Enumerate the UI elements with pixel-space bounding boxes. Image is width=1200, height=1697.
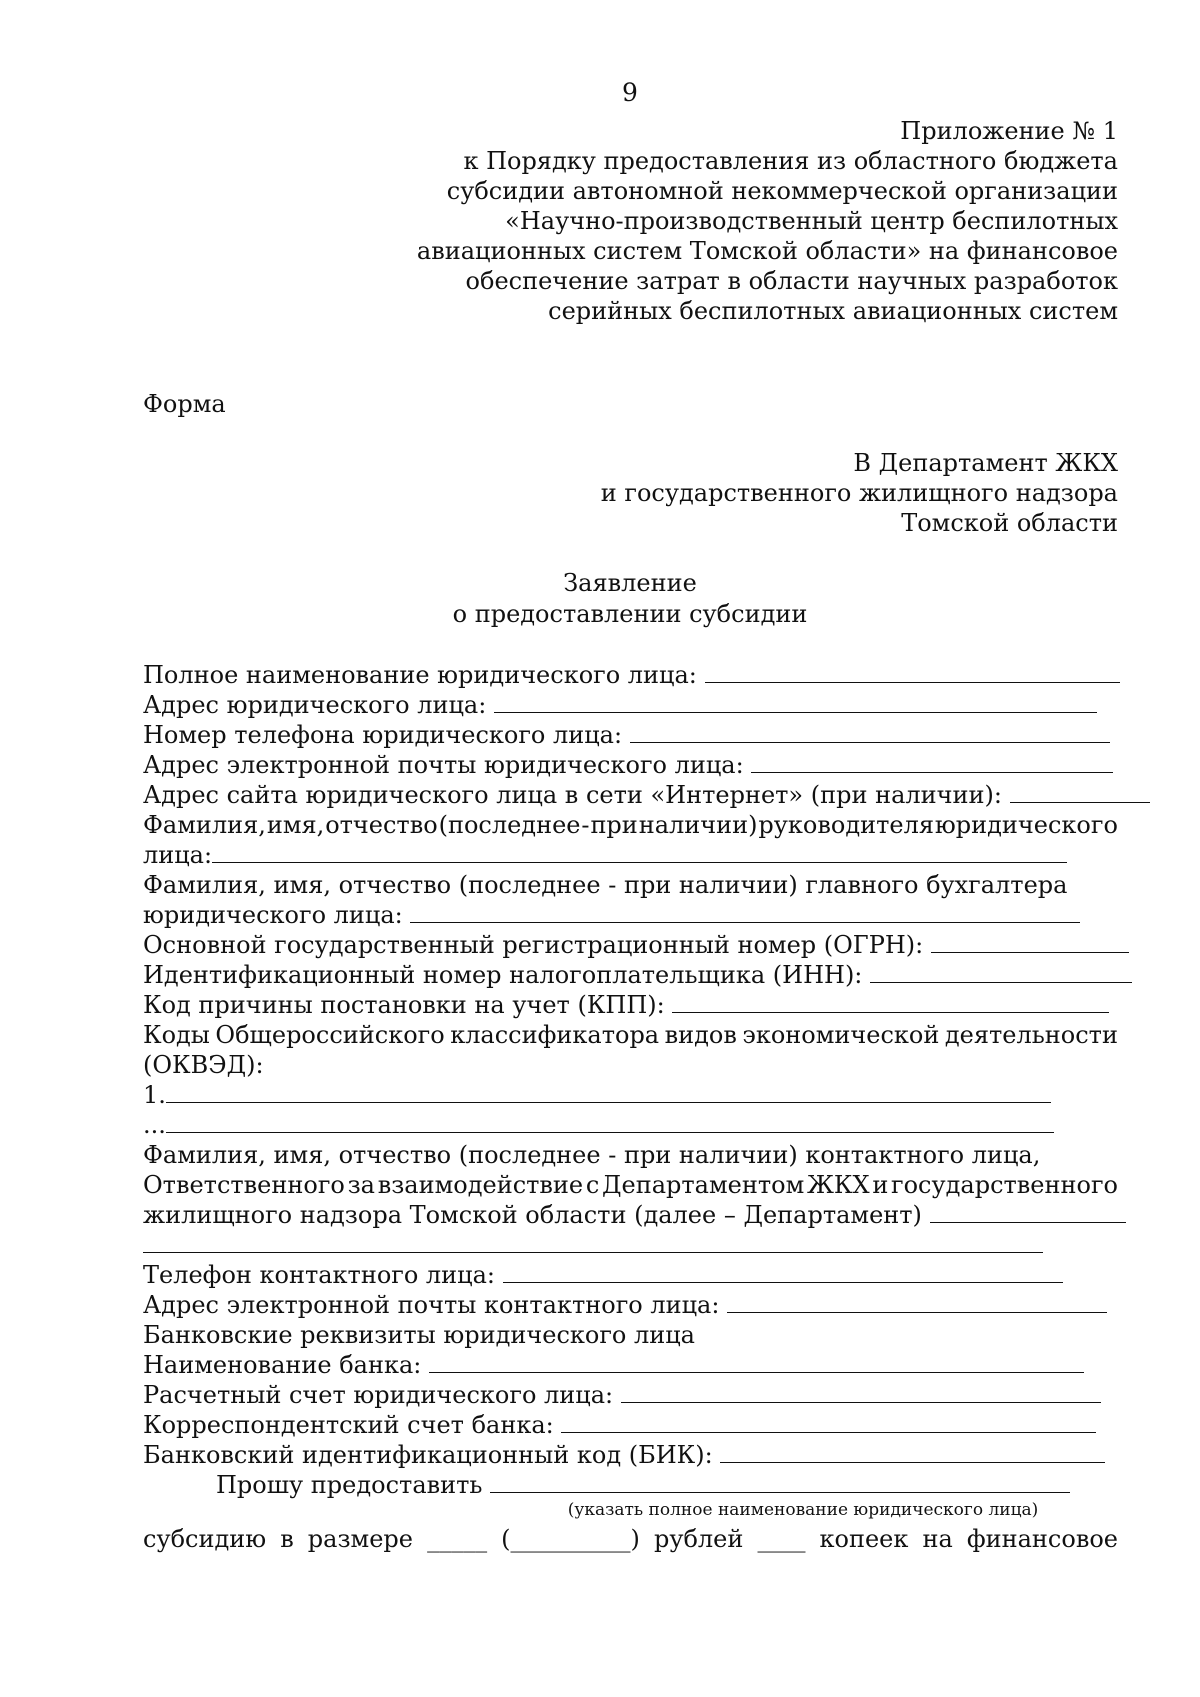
okved-word: видов	[664, 1021, 737, 1049]
document-title	[0, 568, 1200, 630]
director-word: при	[590, 811, 638, 839]
director-word: руководителя	[758, 811, 934, 839]
ogrn-row	[143, 930, 1118, 960]
settlement-account-field[interactable]	[621, 1380, 1101, 1403]
settlement-account-label: Расчетный счет юридического лица:	[143, 1381, 614, 1409]
contact-field-continuation[interactable]	[143, 1230, 1043, 1253]
addressee-line: В Департамент ЖКХ	[853, 449, 1118, 477]
contact-word: и	[872, 1171, 889, 1199]
subsidy-word: финансовое	[966, 1525, 1118, 1553]
contact-word: ЖКХ	[806, 1171, 870, 1199]
okved-more-field[interactable]	[166, 1110, 1054, 1133]
website-row	[143, 780, 1118, 810]
director-word: юридического	[934, 811, 1118, 839]
phone-row	[143, 720, 1118, 750]
subsidy-word: копеек	[819, 1525, 909, 1553]
correspondent-account-field[interactable]	[561, 1410, 1096, 1433]
director-word: (последнее	[438, 811, 581, 839]
accountant-row-2	[143, 900, 1118, 930]
application-form	[143, 660, 1118, 1554]
email-field[interactable]	[751, 750, 1113, 773]
full-name-row	[143, 660, 1118, 690]
kpp-field[interactable]	[672, 990, 1109, 1013]
director-word: имя,	[266, 811, 325, 839]
director-tail-label: лица:	[143, 841, 213, 869]
contact-phone-label: Телефон контактного лица:	[143, 1261, 495, 1289]
appendix-line: Приложение № 1	[900, 117, 1118, 145]
accountant-label: Фамилия, имя, отчество (последнее - при наличии) главного бухгалтера	[143, 871, 1068, 899]
request-field[interactable]	[490, 1470, 1070, 1493]
contact-label: Фамилия, имя, отчество (последнее - при наличии) контактного лица,	[143, 1141, 1041, 1169]
page-number: 9	[622, 78, 638, 107]
contact-word: государственного	[891, 1171, 1118, 1199]
contact-email-label: Адрес электронной почты контактного лица:	[143, 1291, 720, 1319]
kpp-row	[143, 990, 1118, 1020]
okved-word: деятельности	[944, 1021, 1118, 1049]
addressee-block	[518, 448, 1118, 538]
director-word: -	[581, 811, 590, 839]
contact-row-3	[143, 1200, 1118, 1230]
subsidy-word: в	[280, 1525, 294, 1553]
subsidy-row	[143, 1524, 1118, 1554]
contact-row-2	[143, 1170, 1118, 1200]
accountant-field[interactable]	[410, 900, 1080, 923]
settlement-account-row	[143, 1380, 1118, 1410]
contact-word: взаимодействие	[377, 1171, 584, 1199]
bank-name-label: Наименование банка:	[143, 1351, 422, 1379]
bank-name-row	[143, 1350, 1118, 1380]
inn-row	[143, 960, 1118, 990]
full-name-label: Полное наименование юридического лица:	[143, 661, 697, 689]
form-label: Форма	[143, 390, 226, 418]
address-label: Адрес юридического лица:	[143, 691, 487, 719]
director-row	[143, 810, 1118, 840]
email-row	[143, 750, 1118, 780]
okved-tail-label: (ОКВЭД):	[143, 1051, 264, 1079]
contact-word: Ответственного	[143, 1171, 345, 1199]
subsidy-amount-words-field[interactable]: (__________)	[501, 1525, 640, 1553]
accountant-row	[143, 870, 1118, 900]
okved-word: Общероссийского	[215, 1021, 445, 1049]
accountant-label-2: юридического лица:	[143, 901, 403, 929]
appendix-line: «Научно-производственный центр беспилотных	[505, 207, 1118, 235]
subsidy-word: субсидию	[143, 1525, 267, 1553]
okved-word: экономической	[742, 1021, 940, 1049]
appendix-line: авиационных систем Томской области» на финансовое	[416, 237, 1118, 265]
contact-word: Департаментом	[602, 1171, 805, 1199]
subsidy-word: размере	[307, 1525, 413, 1553]
bik-label: Банковский идентификационный код (БИК):	[143, 1441, 713, 1469]
okved-word: классификатора	[450, 1021, 660, 1049]
director-tail-row	[143, 840, 1118, 870]
title-line: Заявление	[563, 569, 697, 597]
address-row	[143, 690, 1118, 720]
appendix-line: субсидии автономной некоммерческой организации	[446, 177, 1118, 205]
contact-label-3: жилищного надзора Томской области (далее – Департамент)	[143, 1201, 922, 1229]
okved-item-row	[143, 1080, 1118, 1110]
contact-word: с	[585, 1171, 600, 1199]
addressee-line: Томской области	[901, 509, 1118, 537]
subsidy-kopecks-field[interactable]: ____	[757, 1525, 806, 1553]
correspondent-account-label: Корреспондентский счет банка:	[143, 1411, 554, 1439]
subsidy-word: на	[922, 1525, 953, 1553]
inn-field[interactable]	[870, 960, 1132, 983]
director-word: Фамилия,	[143, 811, 266, 839]
subsidy-word: рублей	[653, 1525, 744, 1553]
appendix-line: обеспечение затрат в области научных разработок	[465, 267, 1118, 295]
okved-more-row	[143, 1110, 1118, 1140]
contact-phone-field[interactable]	[503, 1260, 1063, 1283]
bank-header: Банковские реквизиты юридического лица	[143, 1321, 695, 1349]
okved-tail-row	[143, 1050, 1118, 1080]
contact-field[interactable]	[930, 1200, 1126, 1223]
email-label: Адрес электронной почты юридического лица:	[143, 751, 744, 779]
director-field[interactable]	[212, 840, 1067, 863]
contact-row	[143, 1140, 1118, 1170]
contact-phone-row	[143, 1260, 1118, 1290]
bank-header-row	[143, 1320, 1118, 1350]
contact-email-field[interactable]	[727, 1290, 1107, 1313]
contact-email-row	[143, 1290, 1118, 1320]
addressee-line: и государственного жилищного надзора	[600, 479, 1118, 507]
ogrn-field[interactable]	[931, 930, 1129, 953]
contact-word: за	[347, 1171, 375, 1199]
website-field[interactable]	[1010, 780, 1150, 803]
bank-name-field[interactable]	[429, 1350, 1084, 1373]
phone-label: Номер телефона юридического лица:	[143, 721, 623, 749]
appendix-heading	[398, 116, 1118, 326]
address-field[interactable]	[494, 690, 1097, 713]
contact-row-4	[143, 1230, 1118, 1260]
request-note: (указать полное наименование юридического лица)	[567, 1500, 1039, 1520]
ogrn-label: Основной государственный регистрационный номер (ОГРН):	[143, 931, 924, 959]
okved-row	[143, 1020, 1118, 1050]
kpp-label: Код причины постановки на учет (КПП):	[143, 991, 665, 1019]
website-label: Адрес сайта юридического лица в сети «Интернет» (при наличии):	[143, 781, 1002, 809]
bik-field[interactable]	[720, 1440, 1105, 1463]
title-line: о предоставлении субсидии	[452, 600, 808, 628]
director-word: наличии)	[638, 811, 758, 839]
correspondent-account-row	[143, 1410, 1118, 1440]
okved-item-number: 1.	[143, 1081, 166, 1109]
request-row	[143, 1470, 1118, 1500]
phone-field[interactable]	[630, 720, 1110, 743]
bik-row	[143, 1440, 1118, 1470]
okved-word: Коды	[143, 1021, 210, 1049]
appendix-line: серийных беспилотных авиационных систем	[548, 297, 1118, 325]
okved-more: ...	[143, 1111, 166, 1139]
director-word: отчество	[325, 811, 438, 839]
subsidy-amount-field[interactable]: _____	[427, 1525, 488, 1553]
request-label: Прошу предоставить	[216, 1471, 483, 1499]
full-name-field[interactable]	[705, 660, 1120, 683]
inn-label: Идентификационный номер налогоплательщика (ИНН):	[143, 961, 863, 989]
okved-item-field[interactable]	[166, 1080, 1051, 1103]
appendix-line: к Порядку предоставления из областного бюджета	[463, 147, 1118, 175]
